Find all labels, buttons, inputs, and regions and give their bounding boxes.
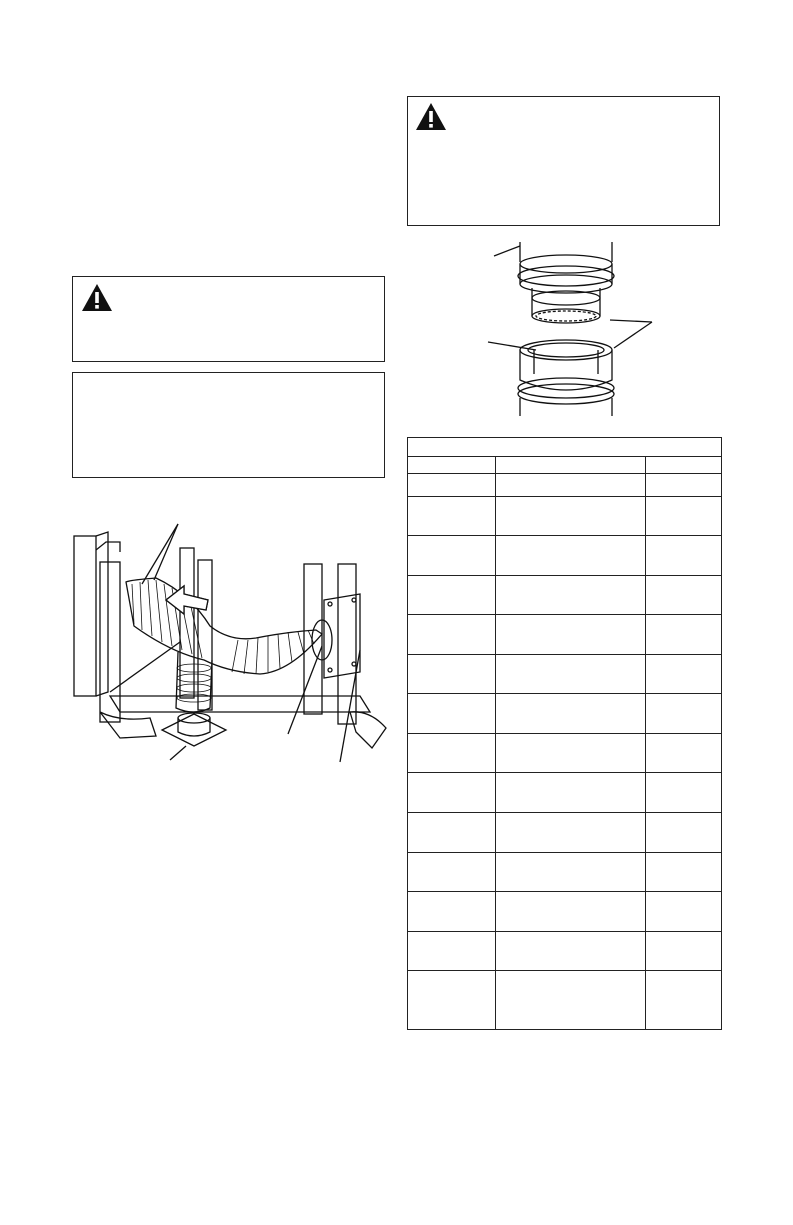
table-cell [496,773,646,813]
table-cell [496,536,646,576]
table-cell [646,536,722,576]
table-cell [496,654,646,694]
table-cell [496,892,646,932]
table-row [408,892,722,932]
table-row [408,813,722,853]
notice-box [72,372,385,478]
table-row [408,575,722,615]
table-row [408,474,722,496]
warning-triangle-icon [415,102,447,131]
table-header-row [408,457,722,474]
table-cell [646,971,722,1030]
table-cell [646,654,722,694]
warning-box-right [407,96,720,226]
table-cell [408,733,496,773]
warning-triangle-icon [81,283,113,312]
table-row [408,852,722,892]
column-header [408,457,496,474]
table-cell [408,931,496,971]
parts-table [407,437,722,1030]
table-cell [408,654,496,694]
table-cell [496,733,646,773]
table-row [408,694,722,734]
column-header [646,457,722,474]
table-row [408,773,722,813]
vent-installation-illustration [60,522,390,767]
table-cell [408,971,496,1030]
table-cell [646,496,722,536]
table-title [408,438,722,457]
pipe-connector-illustration [484,238,684,418]
table-cell [496,694,646,734]
table-row [408,971,722,1030]
table-cell [496,474,646,496]
table-title-row [408,438,722,457]
table-cell [496,575,646,615]
table-cell [496,813,646,853]
column-header [496,457,646,474]
table-cell [646,615,722,655]
table-cell [646,931,722,971]
table-row [408,654,722,694]
table-cell [408,474,496,496]
table-cell [646,733,722,773]
table-row [408,615,722,655]
table-cell [646,892,722,932]
table-row [408,931,722,971]
table-cell [646,575,722,615]
table-cell [646,852,722,892]
table-cell [496,615,646,655]
table-cell [408,575,496,615]
table-row [408,733,722,773]
warning-box-left [72,276,385,362]
table-cell [408,813,496,853]
table-cell [408,852,496,892]
table-cell [408,615,496,655]
table-cell [646,474,722,496]
table-cell [646,773,722,813]
table-row [408,496,722,536]
table-cell [408,892,496,932]
table-row [408,536,722,576]
table-cell [646,813,722,853]
table-cell [496,931,646,971]
table-cell [408,536,496,576]
table-cell [408,773,496,813]
table-cell [496,852,646,892]
table-cell [408,496,496,536]
table-cell [496,971,646,1030]
table-cell [646,694,722,734]
table-cell [496,496,646,536]
table-cell [408,694,496,734]
